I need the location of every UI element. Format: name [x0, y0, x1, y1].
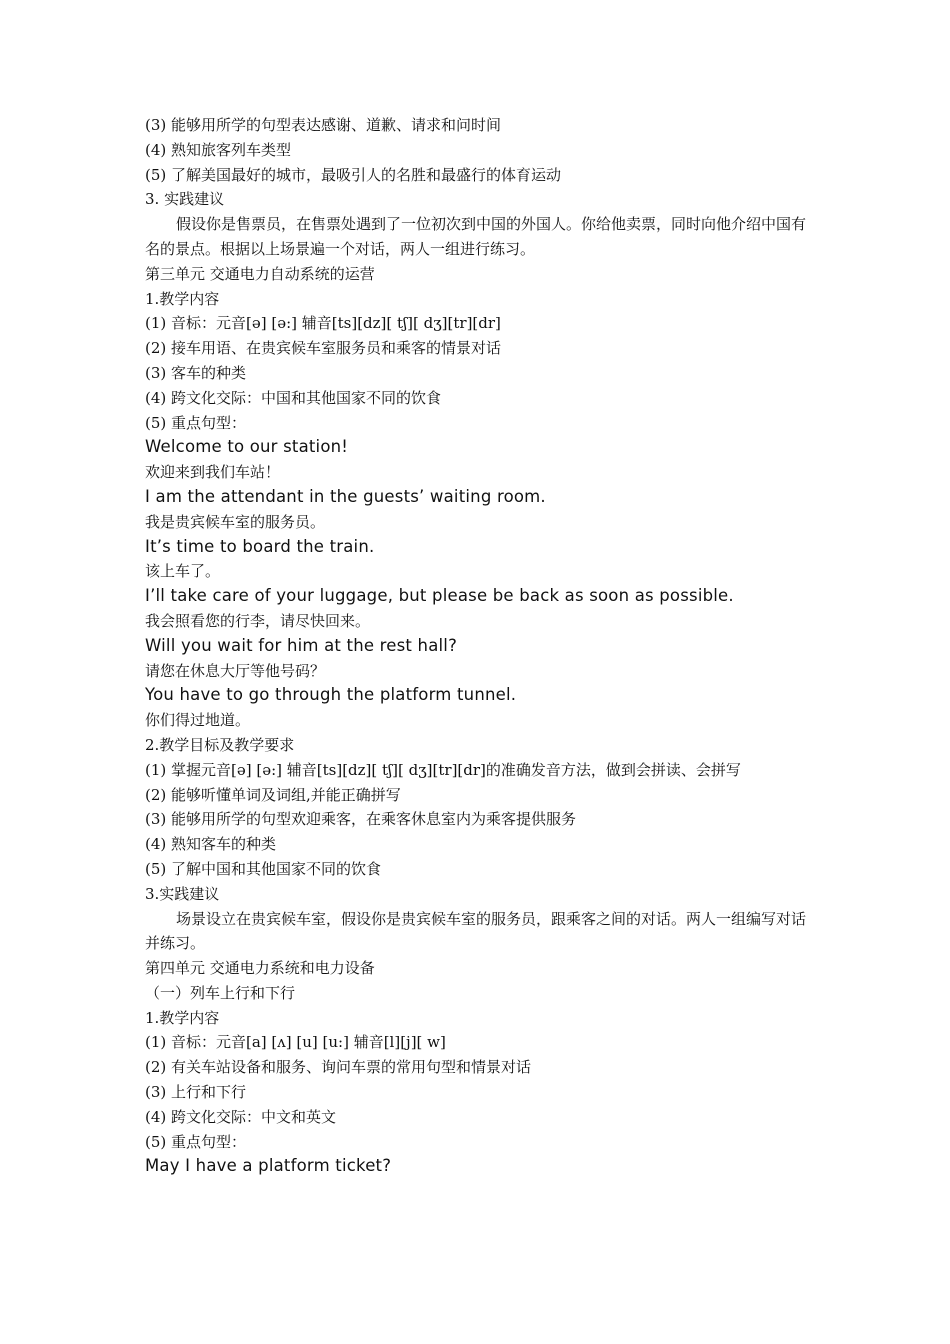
text-line: (4) 熟知旅客列车类型 [145, 140, 292, 159]
english-sentence: I’ll take care of your luggage, but please be back as soon as possible. [145, 586, 734, 606]
text-line: (4) 熟知客车的种类 [145, 835, 277, 854]
english-sentence: It’s time to board the train. [145, 536, 375, 556]
text-line: (5) 重点句型： [145, 1132, 247, 1151]
text-line: (2) 有关车站设备和服务、询问车票的常用句型和情景对话 [145, 1058, 532, 1077]
text-line: (1) 音标：元音[a] [ʌ] [u] [u:] 辅音[l][j][ w] [145, 1033, 446, 1052]
chinese-translation: 该上车了。 [145, 562, 221, 581]
unit-title: 第四单元 交通电力系统和电力设备 [145, 959, 375, 978]
text-line: (4) 跨文化交际：中文和英文 [145, 1107, 337, 1126]
text-line: (5) 了解美国最好的城市，最吸引人的名胜和最盛行的体育运动 [145, 165, 562, 184]
section-heading: 3. 实践建议 [145, 190, 225, 209]
section-heading: 1.教学内容 [145, 289, 220, 308]
chinese-translation: 你们得过地道。 [145, 711, 251, 730]
document-body [145, 113, 815, 1179]
section-heading: 2.教学目标及教学要求 [145, 735, 295, 754]
subsection-heading: （一）列车上行和下行 [145, 983, 296, 1002]
text-line: (2) 接车用语、在贵宾候车室服务员和乘客的情景对话 [145, 339, 502, 358]
text-line: (3) 客车的种类 [145, 363, 247, 382]
chinese-translation: 欢迎来到我们车站！ [145, 463, 281, 482]
text-line: (1) 掌握元音[ə] [ə:] 辅音[ts][dz][ tʃ][ dʒ][tr][dr]的准确发音方法，做到会拼读、会拼写 [145, 760, 741, 779]
unit-title: 第三单元 交通电力自动系统的运营 [145, 264, 375, 283]
chinese-translation: 我会照看您的行李，请尽快回来。 [145, 611, 371, 630]
english-sentence: May I have a platform ticket? [145, 1156, 392, 1176]
text-line: (1) 音标：元音[ə] [ə:] 辅音[ts][dz][ tʃ][ dʒ][tr][dr] [145, 314, 501, 333]
paragraph: 场景设立在贵宾候车室，假设你是贵宾候车室的服务员，跟乘客之间的对话。两人一组编写对话并练习。 [145, 909, 807, 953]
english-sentence: Will you wait for him at the rest hall? [145, 635, 458, 655]
text-line: (4) 跨文化交际：中国和其他国家不同的饮食 [145, 388, 442, 407]
text-line: (3) 能够用所学的句型欢迎乘客，在乘客休息室内为乘客提供服务 [145, 810, 577, 829]
text-line: (5) 了解中国和其他国家不同的饮食 [145, 859, 382, 878]
chinese-translation: 我是贵宾候车室的服务员。 [145, 512, 326, 531]
section-heading: 1.教学内容 [145, 1008, 220, 1027]
paragraph: 假设你是售票员，在售票处遇到了一位初次到中国的外国人。你给他卖票，同时向他介绍中国有名的景点。根据以上场景遍一个对话，两人一组进行练习。 [145, 215, 807, 258]
text-line: (3) 能够用所学的句型表达感谢、道歉、请求和问时间 [145, 116, 502, 134]
text-line: (2) 能够听懂单词及词组,并能正确拼写 [145, 785, 401, 804]
text-line: (5) 重点句型： [145, 413, 247, 432]
english-sentence: I am the attendant in the guests’ waiting room. [145, 486, 546, 506]
english-sentence: Welcome to our station! [145, 437, 349, 457]
english-sentence: You have to go through the platform tunnel. [145, 685, 517, 705]
text-line: (3) 上行和下行 [145, 1083, 247, 1102]
chinese-translation: 请您在休息大厅等他号码？ [145, 661, 326, 680]
section-heading: 3.实践建议 [145, 884, 220, 903]
